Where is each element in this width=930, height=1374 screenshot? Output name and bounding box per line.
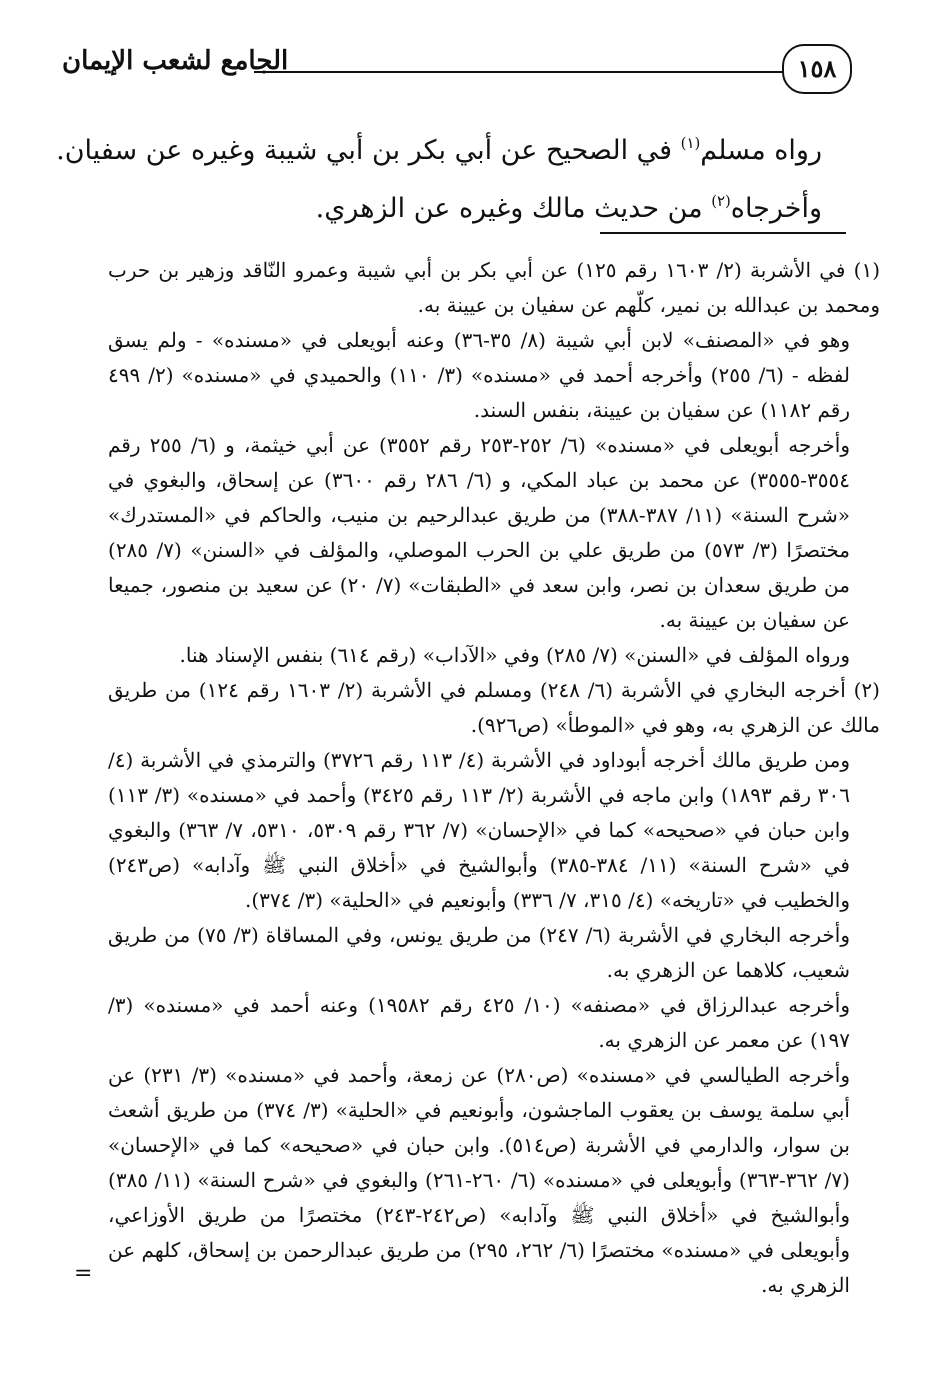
page-number: ١٥٨ xyxy=(782,44,852,94)
footnote-paragraph: وأخرجه البخاري في الأشربة (٦/ ٢٤٧) من طريق يونس، وفي المساقاة (٣/ ٧٥) من طريق شعيب، كلاهما عن الزهري به. xyxy=(108,923,850,982)
main-line-1: رواه مسلم$^{(١)}$ في الصحيح عن أبي بكر بن أبي شيبة وغيره عن سفيان. xyxy=(56,133,822,166)
footnote-2: (٢) أخرجه البخاري في الأشربة (٦/ ٢٤٨) ومسلم في الأشربة (٢/ ١٦٠٣ رقم ١٢٤) من طريق مالك عن الزهري به، وهو في «الموطأ» (ص٩٢٦). xyxy=(108,678,880,737)
page-header xyxy=(62,38,852,104)
footnote-paragraph: ورواه المؤلف في «السنن» (٧/ ٢٨٥) وفي «الآداب» (رقم ٦١٤) بنفس الإسناد هنا. xyxy=(179,643,850,667)
footnote-separator xyxy=(600,232,846,234)
header-rule xyxy=(254,71,782,73)
footnote-paragraph: وهو في «المصنف» لابن أبي شيبة (٨/ ٣٥-٣٦) وعنه أبويعلى في «مسنده» - ولم يسق لفظه - (٦/ ٢٥٥) وأخرجه أحمد في «مسنده» (٣/ ١١٠) والحميدي في «مسنده» (٢/ ٤٩٩ رقم ١١٨٢) عن سفيان بن عيينة، بنفس السند. xyxy=(108,328,850,422)
running-title: الجامع لشعب الإيمان xyxy=(62,46,289,76)
footnote-paragraph: وأخرجه أبويعلى في «مسنده» (٦/ ٢٥٢-٢٥٣ رقم ٣٥٥٢) عن أبي خيثمة، و (٦/ ٢٥٥ رقم ٣٥٥٤-٣٥٥٥) عن محمد بن عباد المكي، و (٦/ ٢٨٦ رقم ٣٦٠٠) عن إسحاق، والبغوي في «شرح السنة» (١١/ ٣٨٧-٣٨٨) من طريق عبدالرحيم بن منيب، والحاكم في «المستدرك» مختصرًا (٣/ ٥٧٣) من طريق علي بن الحرب الموصلي، والمؤلف في «السنن» (٧/ ٢٨٥) من طريق سعدان بن نصر، وابن سعد في «الطبقات» (٧/ ٢٠) عن سعيد بن منصور، جميعا عن سفيان بن عيينة به. xyxy=(108,433,851,632)
footnotes xyxy=(108,253,880,1303)
main-text xyxy=(56,122,822,238)
footnote-paragraph: وأخرجه الطيالسي في «مسنده» (ص٢٨٠) عن زمعة، وأحمد في «مسنده» (٣/ ٢٣١) عن أبي سلمة يوسف بن يعقوب الماجشون، وأبونعيم في «الحلية» (٣/ ٣٧٤) من طريق أشعث بن سوار، والدارمي في الأشربة (ص٥١٤). وابن حبان في «صحيحه» كما في «الإحسان» (٧/ ٣٦٢-٣٦٣) وأبويعلى في «مسنده» (٦/ ٢٦٠-٢٦١) والبغوي في «شرح السنة» (١١/ ٣٨٥) وأبوالشيخ في «أخلاق النبي ﷺ وآدابه» (ص٢٤٢-٢٤٣) مختصرًا من طريق الأوزاعي، وأبويعلى في «مسنده» مختصرًا (٦/ ٢٦٢، ٢٩٥) من طريق عبدالرحمن بن إسحاق، كلهم عن الزهري به. xyxy=(108,1063,851,1297)
footnote-paragraph: ومن طريق مالك أخرجه أبوداود في الأشربة (٤/ ١١٣ رقم ٣٧٢٦) والترمذي في الأشربة (٤/ ٣٠٦ رقم ١٨٩٣) وابن ماجه في الأشربة (٢/ ١١٣ رقم ٣٤٢٥) وأحمد في «مسنده» (٣/ ١١٣) وابن حبان في «صحيحه» كما في «الإحسان» (٧/ ٣٦٢ رقم ٥٣٠٩، ٥٣١٠، ٧/ ٣٦٣) والبغوي في «شرح السنة» (١١/ ٣٨٤-٣٨٥) وأبوالشيخ في «أخلاق النبي ﷺ وآدابه» (ص٢٤٣) والخطيب في «تاريخه» (٤/ ٣١٥، ٧/ ٣٣٦) وأبونعيم في «الحلية» (٣/ ٣٧٤). xyxy=(108,748,851,912)
footnote-ref-2[interactable]: (٢) xyxy=(711,191,731,210)
continuation-mark: = xyxy=(74,1261,93,1286)
footnote-1: (١) في الأشربة (٢/ ١٦٠٣ رقم ١٢٥) عن أبي بكر بن أبي شيبة وعمرو النّاقد وزهير بن حرب ومحمد بن عبدالله بن نمير، كلّهم عن سفيان بن عيينة به. xyxy=(108,258,880,317)
main-line-2: وأخرجاه$^{(٢)}$ من حديث مالك وغيره عن الزهري. xyxy=(315,191,822,224)
footnote-paragraph: وأخرجه عبدالرزاق في «مصنفه» (١٠/ ٤٢٥ رقم ١٩٥٨٢) وعنه أحمد في «مسنده» (٣/ ١٩٧) عن معمر عن الزهري به. xyxy=(108,993,850,1052)
footnote-ref-1[interactable]: (١) xyxy=(680,133,701,152)
